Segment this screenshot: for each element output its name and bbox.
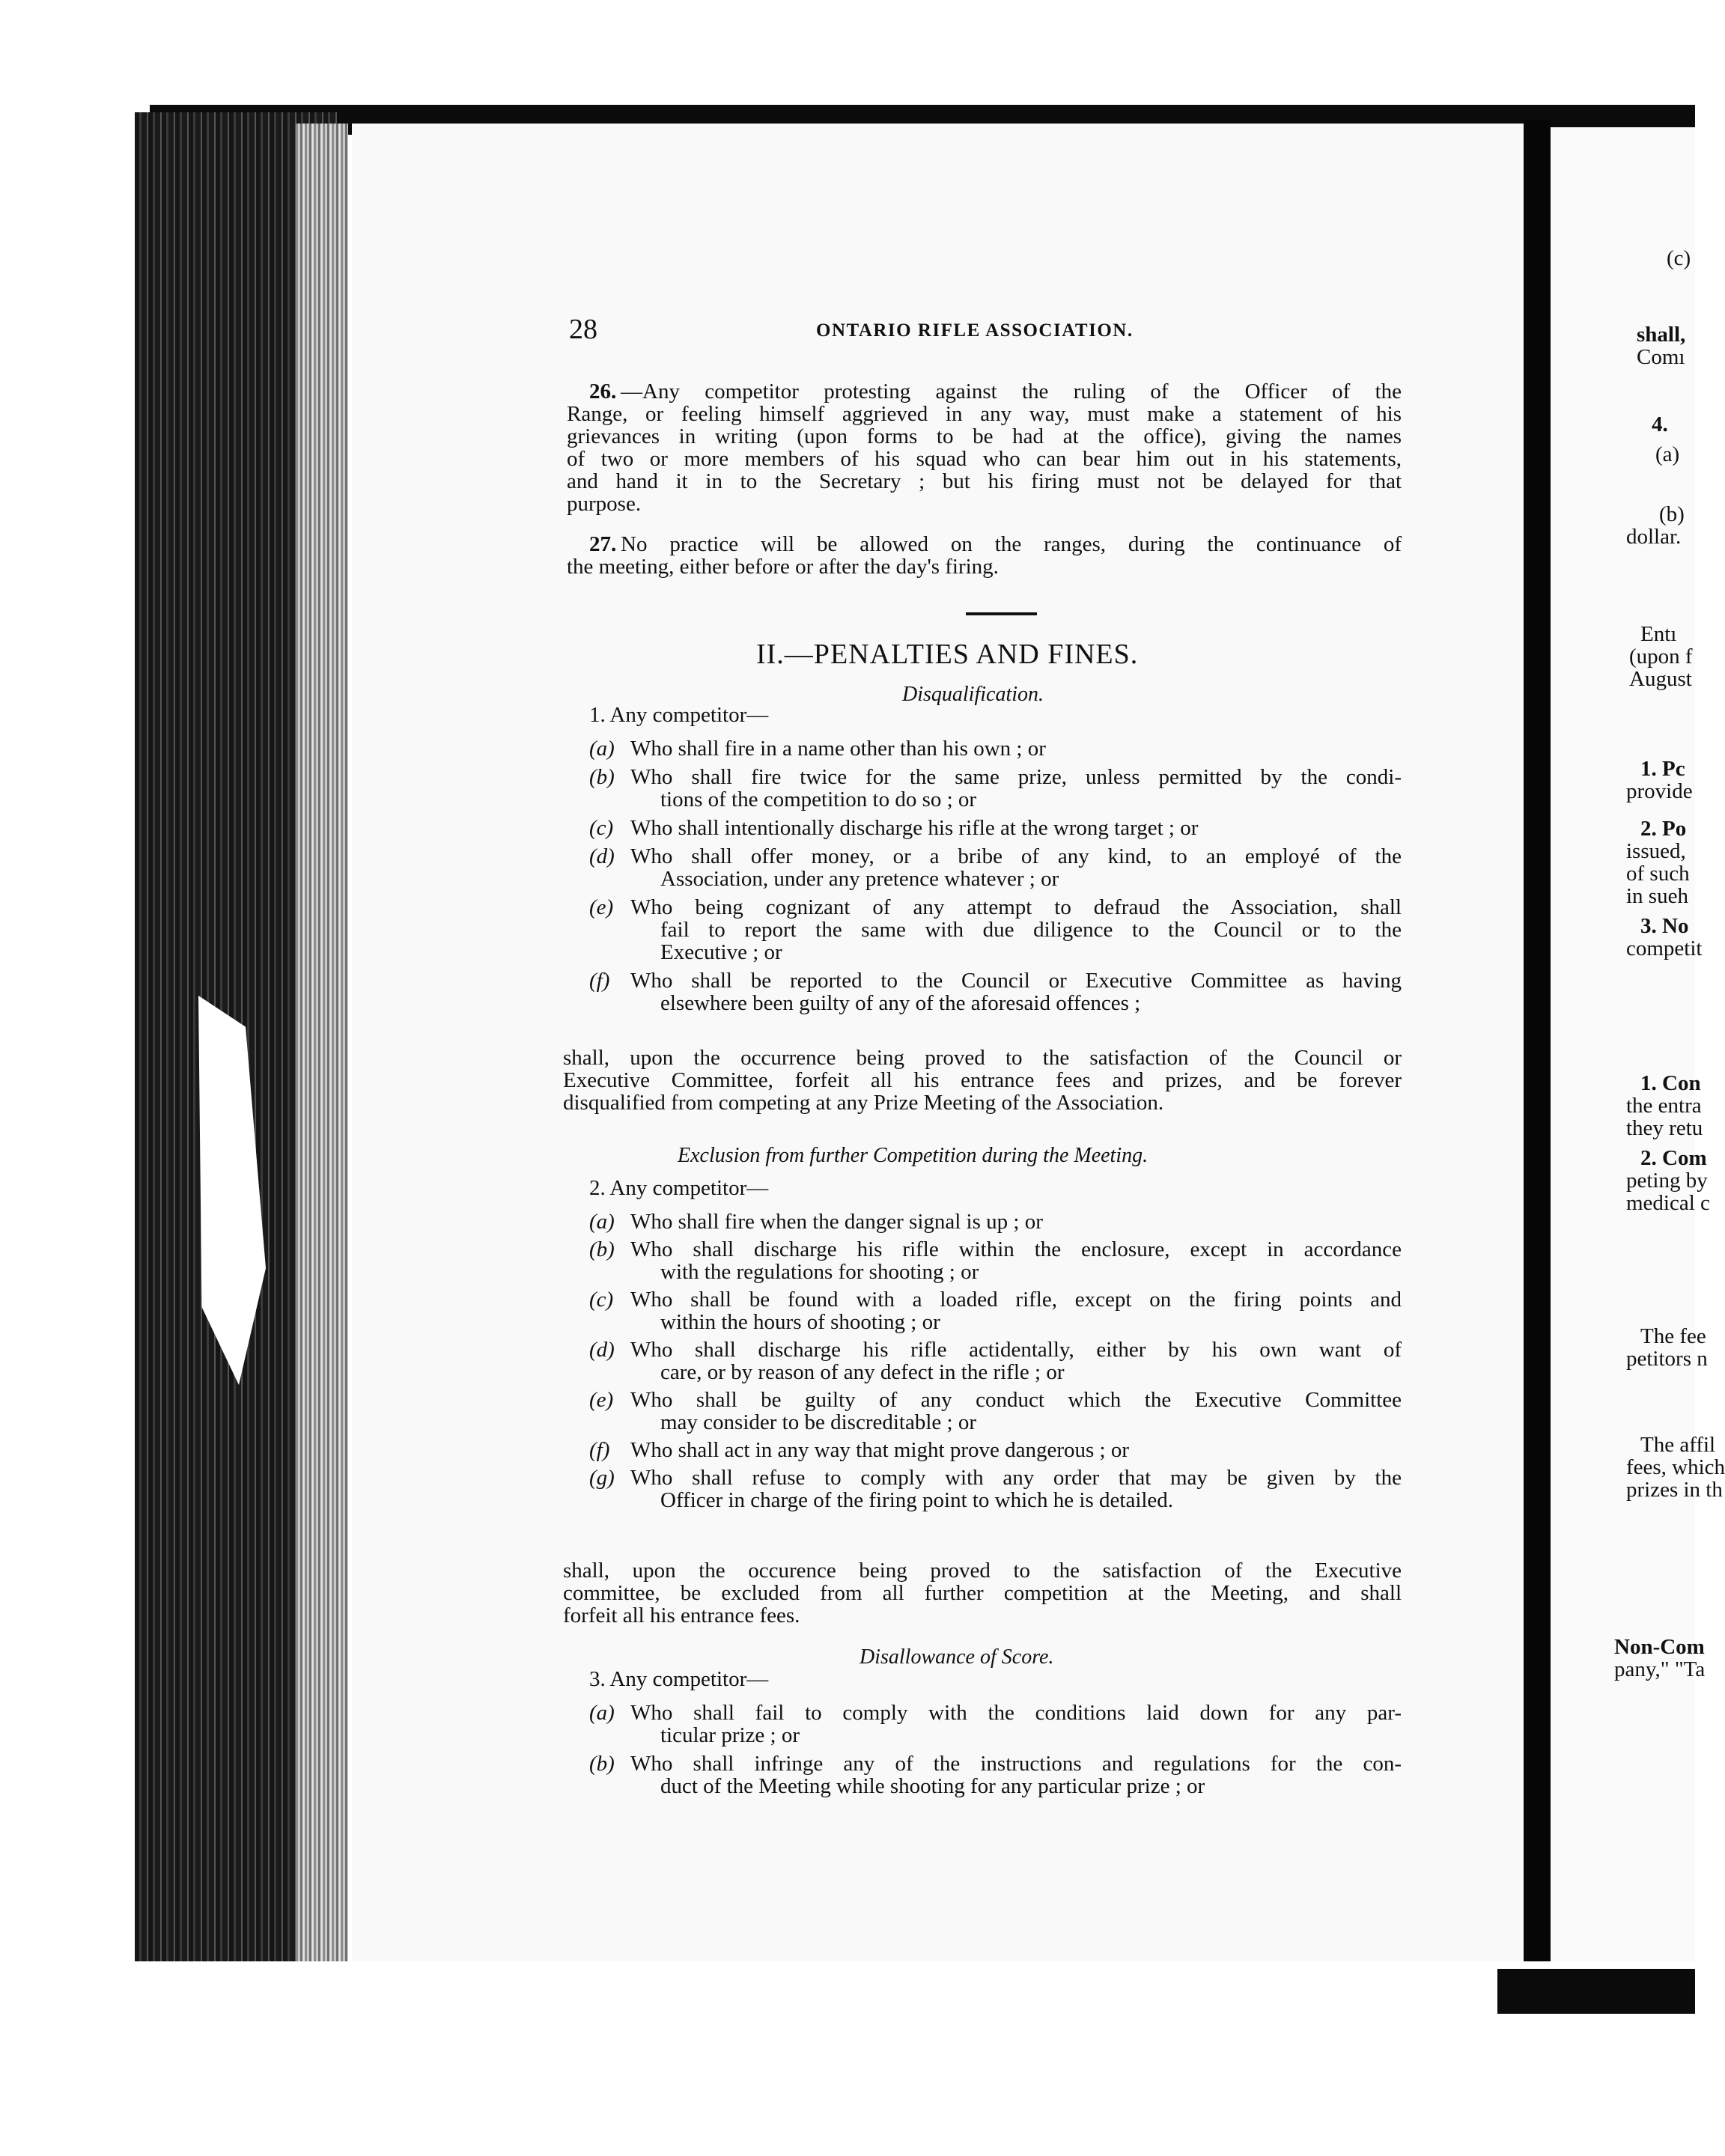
item-label: (a)	[589, 1210, 615, 1234]
right-page-fragment: (c)	[1667, 246, 1691, 270]
right-page-fragment: the entra	[1626, 1094, 1702, 1118]
scanner-bottom-border	[1497, 1969, 1695, 2014]
item-label: (b)	[589, 765, 615, 789]
item-line: Who shall act in any way that might prove dangerous ; or	[630, 1438, 1130, 1462]
item-line: Executive ; or	[660, 940, 782, 964]
conclusion-line: disqualified from competing at any Prize Meeting of the Association.	[563, 1091, 1164, 1115]
right-page-fragment: 1. Pc	[1640, 757, 1685, 781]
book-gutter	[1524, 120, 1551, 1976]
right-page-fragment: shall,	[1637, 323, 1686, 347]
right-page-fragment: 1. Con	[1640, 1071, 1701, 1095]
right-page-fragment: The fee	[1640, 1324, 1706, 1348]
conclusion-line: Executive Committee, forfeit all his entrance fees and prizes, and be forever	[563, 1068, 1402, 1092]
item-line: Who shall infringe any of the instructions and regulations for the con-	[630, 1752, 1402, 1776]
item-line: Who shall fire twice for the same prize, unless permitted by the condi-	[630, 765, 1402, 789]
paragraph-line: grievances in writing (upon forms to be had at the office), giving the names	[567, 424, 1402, 448]
right-page-fragment: (b)	[1659, 502, 1685, 526]
paragraph-line: of two or more members of his squad who can bear him out in his statements,	[567, 447, 1402, 471]
right-page-fragment: 4.	[1652, 412, 1668, 436]
item-line: tions of the competition to do so ; or	[660, 788, 977, 811]
item-line: duct of the Meeting while shooting for any particular prize ; or	[660, 1774, 1205, 1798]
conclusion-line: shall, upon the occurence being proved to the satisfaction of the Executive	[563, 1559, 1402, 1583]
item-line: Who shall fire in a name other than his own ; or	[630, 737, 1046, 761]
right-page-fragment: The affil	[1640, 1433, 1716, 1457]
item-label: (b)	[589, 1752, 615, 1776]
item-line: Who shall be guilty of any conduct which the Executive Committee	[630, 1388, 1402, 1412]
conclusion-line: shall, upon the occurrence being proved to the satisfaction of the Council or	[563, 1046, 1402, 1070]
item-line: Who shall be reported to the Council or Executive Committee as having	[630, 969, 1402, 993]
right-page-fragment: 2. Com	[1640, 1146, 1707, 1170]
item-label: (c)	[589, 1288, 614, 1312]
conclusion-line: committee, be excluded from all further competition at the Meeting, and shall	[563, 1581, 1402, 1605]
item-line: Who shall discharge his rifle actidentally, either by his own want of	[630, 1338, 1402, 1362]
rule-number: 26.	[589, 380, 617, 404]
right-page-fragment: pany," "Ta	[1614, 1657, 1706, 1681]
item-line: care, or by reason of any defect in the rifle ; or	[660, 1360, 1065, 1384]
item-label: (c)	[589, 816, 614, 840]
right-page-fragment: Non-Com	[1614, 1635, 1705, 1659]
rule-number: 27.	[589, 532, 617, 556]
item-line: Who shall offer money, or a bribe of any kind, to an employé of the	[630, 844, 1402, 868]
conclusion-line: forfeit all his entrance fees.	[563, 1604, 800, 1627]
right-page-fragment: provide	[1626, 779, 1693, 803]
right-page-fragment: August	[1629, 667, 1692, 691]
right-page-fragment: dollar.	[1626, 525, 1682, 549]
right-page-fragment: issued,	[1626, 839, 1686, 863]
item-label: (d)	[589, 1338, 615, 1362]
right-page-fragment: prizes in th	[1626, 1478, 1723, 1502]
section-subheading: Disallowance of Score.	[860, 1645, 1054, 1669]
right-page-fragment: Entı	[1640, 622, 1677, 646]
right-page-fragment: in sueh	[1626, 884, 1688, 908]
item-label: (g)	[589, 1466, 615, 1490]
item-line: elsewhere been guilty of any of the aforesaid offences ;	[660, 991, 1141, 1015]
paragraph-line: —Any competitor protesting against the ruling of the Officer of the	[621, 380, 1402, 404]
right-page-fragment: (a)	[1655, 442, 1680, 466]
book-page-edges-light	[296, 124, 348, 1995]
right-page-fragment: 2. Po	[1640, 817, 1687, 841]
section-intro: 2. Any competitor—	[589, 1176, 769, 1200]
item-label: (d)	[589, 844, 615, 868]
right-page-fragment: (upon f	[1629, 645, 1693, 669]
item-label: (b)	[589, 1237, 615, 1261]
right-page-fragment: Comı	[1637, 345, 1685, 369]
item-line: Association, under any pretence whatever ; or	[660, 867, 1059, 891]
scan-bottom-margin	[135, 1961, 1695, 2156]
section-divider	[966, 612, 1037, 615]
item-line: Who shall fail to comply with the conditions laid down for any par-	[630, 1701, 1402, 1725]
paragraph-line: purpose.	[567, 492, 642, 516]
right-page	[1551, 127, 1725, 1969]
right-page-fragment: of such	[1626, 862, 1690, 886]
item-line: Who shall intentionally discharge his rifle at the wrong target ; or	[630, 816, 1199, 840]
right-page-fragment: petitors n	[1626, 1347, 1708, 1371]
item-line: Who shall fire when the danger signal is up ; or	[630, 1210, 1043, 1234]
item-label: (f)	[589, 1438, 610, 1462]
item-line: may consider to be discreditable ; or	[660, 1410, 976, 1434]
item-line: Who shall discharge his rifle within the enclosure, except in accordance	[630, 1237, 1402, 1261]
item-line: ticular prize ; or	[660, 1723, 800, 1747]
section-subheading: Exclusion from further Competition during the Meeting.	[678, 1144, 1149, 1167]
item-label: (f)	[589, 969, 610, 993]
section-title: II.—PENALTIES AND FINES.	[756, 639, 1139, 670]
page-header	[569, 313, 1411, 343]
section-subheading: Disqualification.	[902, 683, 1044, 706]
scan-left-margin	[0, 112, 150, 2156]
item-label: (e)	[589, 895, 614, 919]
item-line: fail to report the same with due diligence to the Council or to the	[660, 918, 1402, 942]
item-line: with the regulations for shooting ; or	[660, 1260, 979, 1284]
right-page-fragment: medical c	[1626, 1191, 1710, 1215]
item-line: Officer in charge of the firing point to which he is detailed.	[660, 1488, 1174, 1512]
item-line: Who being cognizant of any attempt to defraud the Association, shall	[630, 895, 1402, 919]
item-label: (a)	[589, 1701, 615, 1725]
item-line: Who shall refuse to comply with any order that may be given by the	[630, 1466, 1402, 1490]
page-number: 28	[569, 314, 597, 345]
item-label: (a)	[589, 737, 615, 761]
scan-background	[0, 0, 1695, 120]
right-page-fragment: they retu	[1626, 1116, 1703, 1140]
right-page-fragment: fees, which	[1626, 1455, 1725, 1479]
paragraph-line: Range, or feeling himself aggrieved in any way, must make a statement of his	[567, 402, 1402, 426]
item-line: within the hours of shooting ; or	[660, 1310, 940, 1334]
paragraph-line: the meeting, either before or after the day's firing.	[567, 555, 999, 579]
paragraph-line: and hand it in to the Secretary ; but his firing must not be delayed for that	[567, 469, 1402, 493]
section-intro: 1. Any competitor—	[589, 703, 769, 727]
paragraph-line: No practice will be allowed on the ranges, during the continuance of	[621, 532, 1402, 556]
item-label: (e)	[589, 1388, 614, 1412]
right-page-fragment: peting by	[1626, 1169, 1708, 1193]
item-line: Who shall be found with a loaded rifle, except on the firing points and	[630, 1288, 1402, 1312]
section-intro: 3. Any competitor—	[589, 1667, 769, 1691]
right-page-fragment: competit	[1626, 937, 1703, 960]
running-title: ONTARIO RIFLE ASSOCIATION.	[816, 320, 1134, 341]
right-page-fragment: 3. No	[1640, 914, 1689, 938]
